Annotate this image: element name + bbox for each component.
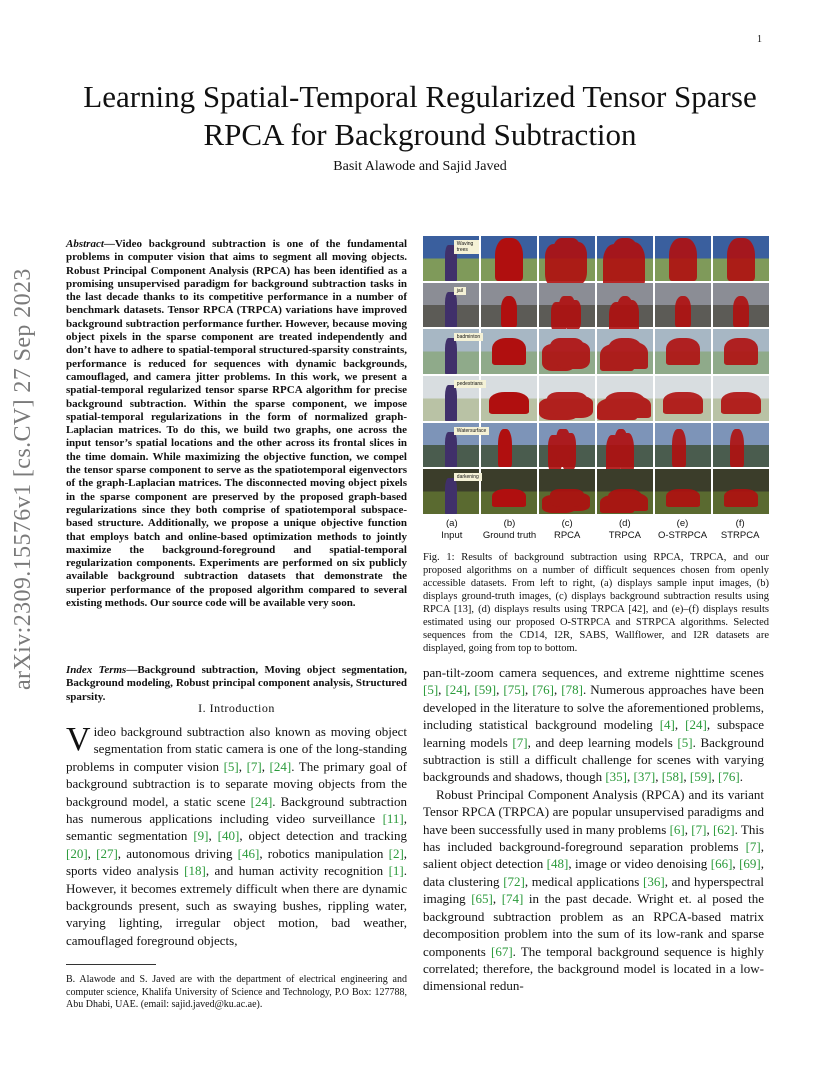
- figure-sublabel: [481, 518, 539, 542]
- citation-link[interactable]: [76]: [532, 682, 554, 698]
- figure-grid: [423, 236, 769, 514]
- figure-thumbnail: [539, 329, 595, 374]
- citation-link[interactable]: [5]: [223, 758, 239, 774]
- foreground-mask: [666, 489, 700, 507]
- figure-thumbnail: [539, 236, 595, 281]
- citation-link[interactable]: [11]: [382, 811, 404, 827]
- figure-thumbnail: [655, 469, 711, 514]
- intro-text-run: , autonomous driving: [117, 845, 238, 861]
- sublabel-letter: (a): [446, 518, 458, 529]
- sublabel-letter: (d): [619, 518, 631, 529]
- citation-link[interactable]: [27]: [96, 845, 118, 861]
- citation-link[interactable]: [76]: [718, 769, 740, 785]
- p2-text-run: , salient object detection: [423, 839, 764, 872]
- input-subject: [445, 478, 456, 514]
- figure-thumbnail: [597, 329, 653, 374]
- intro-text-run: , robotics manipulation: [259, 845, 389, 861]
- sublabel-name: TRPCA: [608, 530, 641, 541]
- p2-text-run: . The temporal background sequence is highly correlated; therefore, the background model is located in a low-dimensional redun-: [423, 943, 764, 994]
- sublabel-name: O-STRPCA: [657, 530, 708, 541]
- intro-text-run: ,: [208, 828, 218, 844]
- citation-link[interactable]: [59]: [689, 769, 712, 785]
- figure-thumbnail: [655, 376, 711, 421]
- foreground-mask: [663, 392, 702, 414]
- abstract-label: Abstract: [66, 238, 104, 250]
- foreground-mask: [547, 392, 586, 414]
- citation-link[interactable]: [5]: [677, 734, 693, 750]
- p1-text-run: ,: [655, 769, 662, 785]
- index-terms-text: —Background subtraction, Moving object segmentation, Background modeling, Robust principal component analysis, Structured sparsity.: [66, 664, 407, 703]
- citation-link[interactable]: [1]: [388, 863, 404, 879]
- foreground-mask: [492, 338, 526, 365]
- sublabel-name: Ground truth: [482, 530, 537, 541]
- foreground-mask: [608, 489, 642, 507]
- p1-text-run: pan-tilt-zoom camera sequences, and extreme nighttime scenes: [423, 665, 764, 680]
- foreground-mask: [672, 429, 686, 467]
- p2-text-run: in the past decade. Wright et. al posed the background subtraction problem as an RPCA-based matrix decomposition problem into the sum of its low-rank and sparse components: [423, 891, 765, 959]
- intro-text-run: . However, it becomes extremely difficult when there are dynamic backgrounds present, such as swaying bushes, rippling water, varying lighting, irregular object motion, bad weather, camouflaged foreground objects,: [66, 863, 408, 948]
- figure-thumbnail: [655, 236, 711, 281]
- citation-link[interactable]: [7]: [512, 734, 528, 750]
- figure-thumbnail: [423, 376, 483, 421]
- p1-text-run: . Numerous approaches have been developed in the literature to solve the aforementioned problems, including statistical background modeling: [423, 682, 765, 733]
- p2-text-run: , and hyperspectral imaging: [423, 873, 765, 907]
- p1-text-run: ,: [627, 769, 634, 785]
- paper-title: Learning Spatial-Temporal Regularized Tensor Sparse RPCA for Background Subtraction: [83, 79, 757, 152]
- citation-link[interactable]: [69]: [739, 856, 761, 872]
- p1-text-run: ,: [674, 717, 686, 733]
- figure-thumbnail: [713, 236, 769, 281]
- citation-link[interactable]: [46]: [237, 845, 260, 861]
- figure-sublabel: [538, 518, 596, 542]
- citation-link[interactable]: [20]: [66, 845, 88, 861]
- figure-thumbnail: [481, 469, 537, 514]
- p1-text-run: ,: [711, 769, 719, 785]
- foreground-mask: [550, 338, 584, 365]
- foreground-mask: [724, 489, 758, 507]
- section-heading-introduction: I. Introduction: [198, 701, 275, 715]
- input-subject: [445, 338, 456, 374]
- citation-link[interactable]: [58]: [661, 769, 684, 785]
- citation-link[interactable]: [5]: [423, 682, 439, 698]
- citation-link[interactable]: [74]: [501, 891, 524, 907]
- index-terms: [66, 664, 407, 704]
- figure-thumbnail: [655, 283, 711, 328]
- foreground-mask: [559, 296, 576, 327]
- foreground-mask: [608, 338, 642, 365]
- introduction-text: [66, 721, 408, 948]
- p1-text-run: , and deep learning models: [527, 734, 678, 750]
- foreground-mask: [614, 429, 628, 467]
- citation-link[interactable]: [7]: [745, 839, 761, 855]
- figure-thumbnail: [597, 236, 653, 281]
- figure-sublabel: [711, 518, 769, 542]
- citation-link[interactable]: [18]: [184, 863, 206, 879]
- figure-thumbnail: [539, 283, 595, 328]
- citation-link[interactable]: [78]: [561, 682, 583, 698]
- citation-link[interactable]: [7]: [246, 758, 262, 774]
- input-subject: [445, 385, 456, 421]
- sublabel-name: Input: [441, 530, 463, 541]
- citation-link[interactable]: [7]: [691, 821, 707, 837]
- citation-link[interactable]: [24]: [250, 793, 273, 809]
- foreground-mask: [727, 238, 755, 280]
- figure-thumbnail: [423, 423, 487, 468]
- intro-text-run: , semantic segmentation: [66, 811, 407, 844]
- figure-sublabel: [654, 518, 712, 542]
- foreground-mask: [495, 238, 523, 280]
- figure-thumbnail: [597, 376, 653, 421]
- row-tag: jail: [454, 287, 466, 295]
- row-tag: darkening: [454, 473, 482, 481]
- sublabel-letter: (b): [503, 518, 516, 529]
- figure-thumbnail: [481, 423, 537, 468]
- paragraph-2: [423, 786, 764, 995]
- figure-thumbnail: [423, 283, 479, 328]
- sublabel-name: STRPCA: [720, 530, 760, 541]
- citation-link[interactable]: [72]: [503, 873, 525, 889]
- arxiv-watermark: arXiv:2309.15576v1 [cs.CV] 27 Sep 2023: [10, 268, 36, 690]
- p1-text-run: ,: [553, 682, 562, 698]
- intro-text-run: ,: [87, 845, 97, 861]
- figure-thumbnail: [713, 329, 769, 374]
- paragraph-1: [423, 665, 764, 784]
- foreground-mask: [498, 429, 512, 467]
- figure-thumbnail: [481, 236, 537, 281]
- foreground-mask: [669, 238, 697, 280]
- citation-link[interactable]: [62]: [712, 821, 735, 837]
- foreground-mask: [492, 489, 526, 507]
- citation-link[interactable]: [75]: [503, 682, 526, 698]
- citation-link[interactable]: [24]: [445, 682, 468, 698]
- figure-thumbnail: [423, 329, 479, 374]
- right-column-text: [423, 664, 764, 995]
- figure-thumbnail: [481, 376, 537, 421]
- intro-text-run: , sports video analysis: [66, 845, 408, 879]
- introduction-paragraph: [66, 723, 407, 949]
- index-terms-label: Index Terms: [66, 664, 127, 676]
- figure-thumbnail: [713, 283, 769, 328]
- intro-text-run: ,: [261, 758, 270, 774]
- row-tag: Waving trees: [454, 240, 479, 254]
- p2-text-run: , medical applications: [524, 873, 644, 889]
- citation-link[interactable]: [40]: [217, 828, 240, 844]
- citation-link[interactable]: [4]: [659, 717, 675, 733]
- foreground-mask: [501, 296, 518, 327]
- page-number: 1: [757, 34, 762, 45]
- intro-text-run: ideo background subtraction also known as moving object segmentation from static camera is one of the long-standing problems in computer vision: [66, 724, 407, 774]
- paper-authors: Basit Alawode and Sajid Javed: [333, 159, 507, 174]
- foreground-mask: [730, 429, 744, 467]
- figure-1-caption: Fig. 1: Results of background subtraction using RPCA, TRPCA, and our proposed algorithms on a number of difficult sequences chosen from openly accessible datasets. From left to right, (a) displays sample input images, (b) displays ground-truth images, (c) displays background subtraction results using RPCA [13], (d) displays results using TRPCA [42], and (e)–(f) displays results estimated using our proposed O-STRPCA and STRPCA algorithms. Selected sequences from the CD14, I2R, SABS, Wallflower, and I2R datasets are displayed, going from top to bottom.: [423, 552, 769, 654]
- foreground-mask: [553, 238, 581, 280]
- p2-text-run: ,: [706, 821, 713, 837]
- figure-sublabel: [423, 518, 481, 542]
- intro-text-run: ,: [238, 758, 247, 774]
- figure-thumbnail: [539, 469, 595, 514]
- foreground-mask: [721, 392, 760, 414]
- foreground-mask: [724, 338, 758, 365]
- p1-text-run: ,: [467, 682, 475, 698]
- foreground-mask: [666, 338, 700, 365]
- p1-text-run: ,: [438, 682, 446, 698]
- row-tag: badminton: [454, 333, 483, 341]
- foreground-mask: [489, 392, 528, 414]
- p1-text-run: .: [739, 769, 743, 785]
- p2-text-run: , image or video denoising: [568, 856, 711, 872]
- citation-link[interactable]: [36]: [643, 873, 665, 889]
- figure-thumbnail: [539, 423, 595, 468]
- input-subject: [445, 432, 456, 468]
- p2-text-run: ,: [684, 821, 692, 837]
- p1-text-run: ,: [525, 682, 533, 698]
- figure-thumbnail: [539, 376, 595, 421]
- sublabel-letter: (e): [676, 518, 689, 529]
- foreground-mask: [733, 296, 750, 327]
- foreground-mask: [611, 238, 639, 280]
- figure-thumbnail: [713, 376, 769, 421]
- p2-text-run: , data clustering: [423, 856, 765, 889]
- figure-thumbnail: [597, 423, 653, 468]
- dropcap-letter: V: [66, 721, 91, 758]
- intro-text-run: , and human activity recognition: [205, 863, 389, 879]
- p2-text-run: ,: [732, 856, 740, 872]
- citation-link[interactable]: [24]: [269, 758, 292, 774]
- row-tag: Watersurface: [454, 427, 490, 435]
- figure-sublabel: [596, 518, 654, 542]
- intro-text-run: , object detection and tracking: [239, 828, 407, 844]
- p1-text-run: ,: [683, 769, 690, 785]
- citation-link[interactable]: [65]: [471, 891, 493, 907]
- intro-text-run: . Background subtraction has numerous applications including video surveillance: [66, 793, 408, 827]
- figure-thumbnail: [713, 423, 769, 468]
- foreground-mask: [605, 392, 644, 414]
- input-subject: [445, 292, 456, 328]
- citation-link[interactable]: [6]: [669, 821, 685, 837]
- footnote-divider: [66, 964, 156, 965]
- figure-thumbnail: [655, 329, 711, 374]
- footnote: B. Alawode and S. Javed are with the department of electrical engineering and computer science, Khalifa University of Science and Technology, P.O Box: 127788, Abu Dhabi, UAE. (email: sajid.javed@ku.ac.ae).: [66, 974, 407, 1010]
- citation-link[interactable]: [67]: [491, 943, 513, 959]
- citation-link[interactable]: [2]: [388, 845, 404, 861]
- citation-link[interactable]: [24]: [685, 717, 707, 733]
- citation-link[interactable]: [9]: [193, 828, 209, 844]
- p2-text-run: ,: [492, 891, 502, 907]
- figure-thumbnail: [713, 469, 769, 514]
- p2-text-run: Robust Principal Component Analysis (RPCA) and its variant Tensor RPCA (TRPCA) are popular unsupervised paradigms and have been successfully used in many problems: [423, 786, 764, 837]
- abstract: [66, 238, 407, 610]
- figure-thumbnail: [481, 329, 537, 374]
- figure-thumbnail: [597, 283, 653, 328]
- p1-text-run: . Background subtraction is still a difficult challenge for scenes with varying backgrounds and shadows, though: [423, 734, 764, 785]
- foreground-mask: [556, 429, 570, 467]
- foreground-mask: [617, 296, 634, 327]
- sublabel-letter: (f): [735, 518, 745, 529]
- figure-sublabels: [423, 518, 769, 542]
- p1-text-run: , subspace learning models: [423, 717, 764, 750]
- citation-link[interactable]: [48]: [546, 856, 569, 872]
- foreground-mask: [550, 489, 584, 507]
- sublabel-name: RPCA: [553, 530, 581, 541]
- citation-link[interactable]: [66]: [710, 856, 733, 872]
- intro-text-run: . The primary goal of background subtraction is to separate moving objects from the background model, a static scene: [66, 758, 408, 809]
- figure-thumbnail: [423, 236, 479, 281]
- p1-text-run: ,: [496, 682, 504, 698]
- row-tag: pedestrians: [454, 380, 486, 388]
- figure-thumbnail: [423, 469, 479, 514]
- figure-thumbnail: [597, 469, 653, 514]
- p2-text-run: . This has included background-foreground separation problems: [423, 821, 765, 855]
- abstract-text: —Video background subtraction is one of the fundamental problems in computer vision that aims to segment all moving objects. Robust Principal Component Analysis (RPCA) has been identified as a promising unsupervised paradigm for background subtraction tasks in the last decade thanks to its competitive performance in a number of benchmark datasets. Tensor RPCA (TRPCA) variations have improved background subtraction performance further. However, because moving object pixels in the sparse component are treated independently and don’t have to adhere to spatial-temporal structured-sparsity constraints, performance is reduced for sequences with dynamic backgrounds, camouflaged, and camera jitter problems. In this work, we present a spatial-temporal regularized tensor sparse RPCA algorithm for precise background subtraction. Within the sparse component, we impose spatial-temporal regularizations in the form of normalized graph-Laplacian matrices. To do this, we build two graphs, one across the input tensor’s spatial locations and the other across its frontal slices in the time domain. While maximizing the objective function, we compel the tensor sparse component to serve as the spatiotemporal eigenvectors of the graph-Laplacian matrices. The disconnected moving object pixels in the sparse component are preserved by the proposed graph-based regularizations since they both comprise of spatiotemporal subspace-based structure. Additionally, we propose a unique objective function that employs batch and online-based optimization methods to jointly maximize the background-foreground and spatial-temporal regularization components. Experiments are performed on six publicly available background subtraction datasets that demonstrate the superior performance of the proposed algorithm compared to several existing methods. Our source code will be available very soon.: [66, 238, 407, 610]
- foreground-mask: [675, 296, 692, 327]
- sublabel-letter: (c): [561, 518, 573, 529]
- citation-link[interactable]: [35]: [605, 769, 628, 785]
- figure-thumbnail: [655, 423, 711, 468]
- citation-link[interactable]: [59]: [474, 682, 497, 698]
- figure-1-results-grid: [423, 236, 769, 514]
- citation-link[interactable]: [37]: [633, 769, 656, 785]
- figure-thumbnail: [481, 283, 537, 328]
